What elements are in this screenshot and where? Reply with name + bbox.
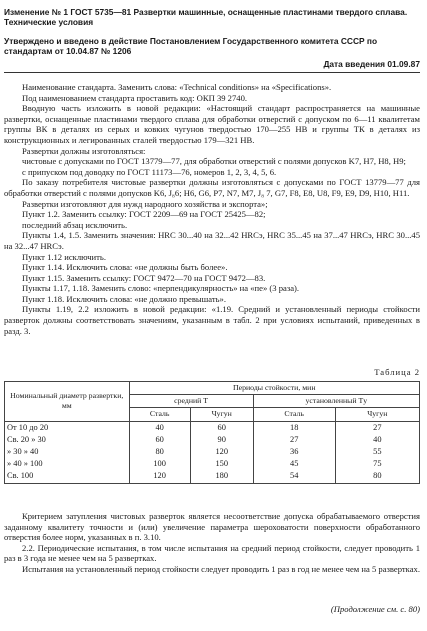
paragraph: Развертки должны изготовляться: [22,145,146,156]
row-label: От 10 до 20 [5,421,130,434]
tool-life-table [4,381,420,484]
cell-mean-iron: 180 [190,470,253,483]
paragraph: Под наименованием стандарта проставить код: ОКП 39 2740. [22,92,248,103]
paragraph: Пункты 1.19, 2.2 изложить в новой редакции: «1.19. Средний и установленный периоды стойкости разверток должны соответствовать значениям, указанным в табл. 2 при условиях испытаний, приведенных в разд. 3. [4,304,420,336]
paragraph: последний абзац исключить. [22,219,128,230]
paragraph: с припуском под доводку по ГОСТ 11173—76, номеров 1, 2, 3, 4, 5, 6. [22,166,277,177]
row-label: Св. 20 » 30 [5,434,130,446]
cell-set-steel: 18 [253,421,335,434]
table-body [5,421,420,483]
paragraph: Пункт 1.15. Заменить ссылку: ГОСТ 9472—70 на ГОСТ 9472—83. [22,272,266,283]
header-steel-mean: Сталь [129,408,190,421]
header-steel-set: Сталь [253,408,335,421]
cell-set-iron: 75 [335,458,419,470]
header-iron-set: Чугун [335,408,419,421]
table-row [5,421,420,434]
cell-set-steel: 54 [253,470,335,483]
paragraph: По заказу потребителя чистовые развертки должны изготовляться с допусками по ГОСТ 13779—77 для обработки отверстий с полями допусков K6, J₈6; H6, G6, P7, N7, M7, J₈ 7, G7, F8, E8, U8, F9, E9, D9, H10, H11. [4,177,420,198]
cell-mean-iron: 150 [190,458,253,470]
table-row [5,458,420,470]
cell-mean-iron: 60 [190,421,253,434]
header-nominal-diameter: Номинальный диаметр развертки, мм [5,382,130,422]
cell-mean-steel: 100 [129,458,190,470]
header-mean-period: средний T [129,395,253,408]
paragraph: Вводную часть изложить в новой редакции: «Настоящий стандарт распространяется на машинные развертки, оснащенные пластинами твердого сплава для обработки отверстий с допуском по 6—11 квалитетам группы ВК в деталях из серых и ковких чугунов твердостью 170—255 НВ и группы ТК в деталях из конструкционных и легированных сталей твердостью 179—321 НВ. [4,103,420,145]
cell-mean-steel: 40 [129,421,190,434]
table-row [5,470,420,483]
paragraph: чистовые с допусками по ГОСТ 13779—77, для обработки отверстий с полями допусков K7, H7, H8, H9; [22,156,406,167]
cell-mean-iron: 120 [190,446,253,458]
header-iron-mean: Чугун [190,408,253,421]
cell-mean-steel: 120 [129,470,190,483]
paragraph: Развертки изготовляют для нужд народного хозяйства и экспорта»; [22,198,268,209]
cell-set-iron: 27 [335,421,419,434]
paragraph: Пункты 1.17, 1.18. Заменить слово: «перпендикулярность» на «пе» (3 раза). [22,283,300,294]
row-label: Св. 100 [5,470,130,483]
cell-set-steel: 45 [253,458,335,470]
document-title: Изменение № 1 ГОСТ 5735—81 Развертки машинные, оснащенные пластинами твердого сплава. Технические условия [4,7,408,28]
continuation-note: (Продолжение см. с. 80) [330,604,420,614]
approval-statement: Утверждено и введено в действие Постановлением Государственного комитета СССР по стандартам от 10.04.87 № 1206 [4,36,378,57]
paragraph: Критерием затупления чистовых разверток является несоответствие допуска обрабатываемого отверстия заданному квалитету точности и (или) увеличение параметра шероховатости поверхности обработанного отверстия более норм, указанных в п. 3.10. [4,511,420,543]
after-table-text [4,511,420,575]
paragraph: 2.2. Периодические испытания, в том числе испытания на средний период стойкости, следует проводить 1 раз в 3 года не менее чем на 5 развертках. [4,542,420,564]
table-row [5,434,420,446]
effective-date: Дата введения 01.09.87 [4,59,420,73]
row-label: » 30 » 40 [5,446,130,458]
cell-mean-steel: 60 [129,434,190,446]
paragraph: Пункт 1.12 исключить. [22,251,106,262]
cell-set-steel: 27 [253,434,335,446]
paragraph: Пункт 1.18. Исключить слова: «не должно превышать». [22,293,226,304]
header-tool-life-periods: Периоды стойкости, мин [129,382,420,395]
header-set-period: установленный Tу [253,395,419,408]
paragraph: Пункт 1.2. Заменить ссылку: ГОСТ 2209—69 на ГОСТ 25425—82; [22,209,266,220]
cell-mean-steel: 80 [129,446,190,458]
table-row [5,446,420,458]
paragraph: Пункты 1.4, 1.5. Заменить значения: HRC 30...40 на 32...42 HRCэ, HRC 35...45 на 37...47 HRCэ, HRC 30...45 на 32...47 HRCэ. [4,230,420,251]
cell-set-iron: 55 [335,446,419,458]
paragraph: Наименование стандарта. Заменить слова: «Technical conditions» на «Specifications». [22,82,332,92]
amendment-body [4,82,420,336]
cell-set-iron: 40 [335,434,419,446]
cell-mean-iron: 90 [190,434,253,446]
table-caption: Таблица 2 [374,367,420,377]
paragraph: Испытания на установленный период стойкости следует проводить 1 раз в год не менее чем на 5 развертках. [22,563,420,574]
cell-set-iron: 80 [335,470,419,483]
row-label: » 40 » 100 [5,458,130,470]
paragraph: Пункт 1.14. Исключить слова: «не должны быть более». [22,262,228,273]
cell-set-steel: 36 [253,446,335,458]
